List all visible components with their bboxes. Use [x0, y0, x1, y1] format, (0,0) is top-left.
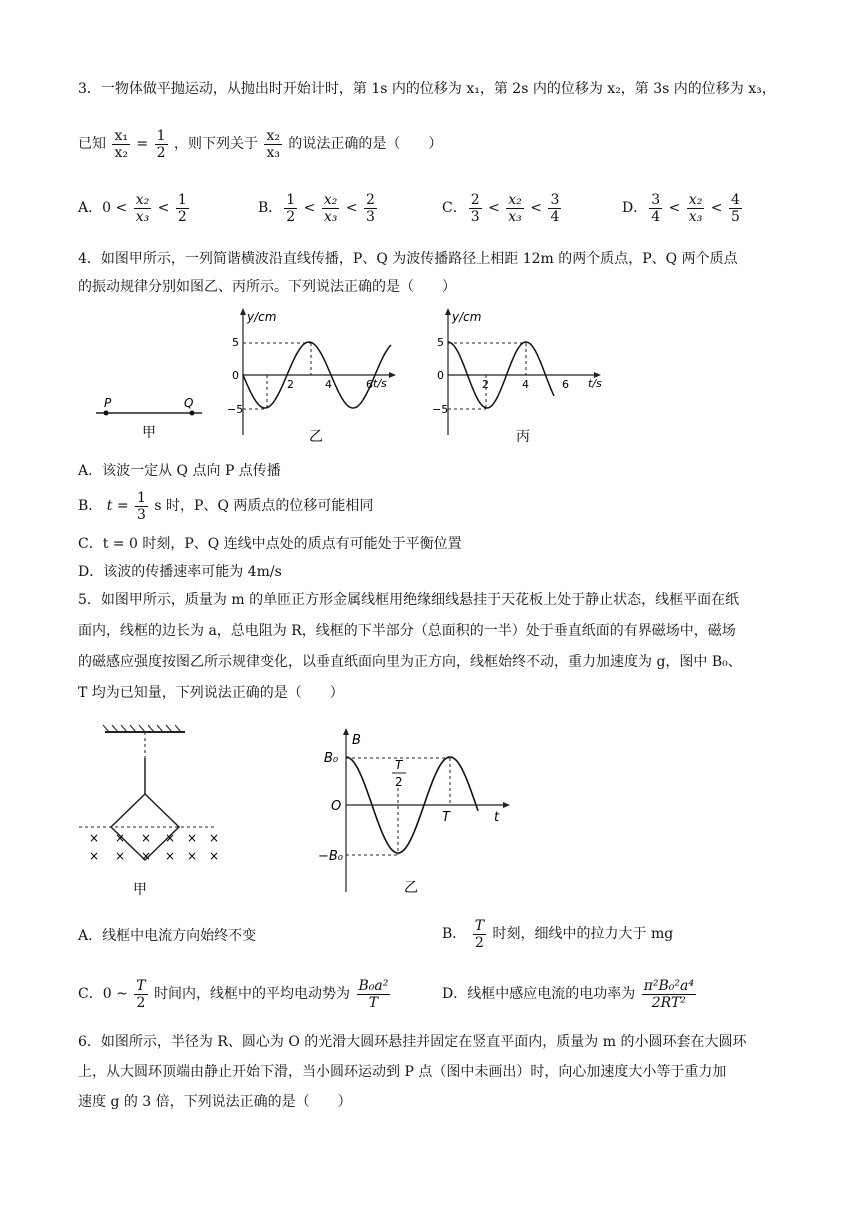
q5-option-c-label: C．0 ~ [78, 986, 128, 1002]
q4-bing-t-label: t/s [588, 377, 602, 390]
q4-stem-line-2: 的振动规律分别如图乙、丙所示。下列说法正确的是（ ） [78, 279, 456, 295]
q3-option-left-fraction [649, 192, 662, 225]
q3-option-b [258, 190, 379, 226]
q3-about-fraction [264, 128, 282, 161]
q5-option-d-fraction [642, 978, 696, 1011]
q5-stem-line-1: 5．如图甲所示，质量为 m 的单匝正方形金属线框用绝缘细线悬挂于天花板上处于静止状态，线框平面在纸 [78, 592, 740, 608]
q5-field-cross: × [187, 849, 198, 863]
q3-stem-line-2 [78, 126, 442, 162]
q4-figure-yi [225, 305, 415, 445]
q3-known-numerator: x₁ [114, 127, 128, 144]
q5-hatch-mark [121, 725, 127, 732]
q5-hatch-mark [175, 725, 181, 732]
q4-option-b-fraction [135, 490, 148, 523]
q3-option-right-fraction [548, 192, 561, 225]
q5-option-c-value-denominator: T [368, 994, 379, 1011]
q4-bing-tick-t4: 4 [522, 378, 529, 391]
q3-option-right-denominator: 2 [177, 208, 187, 225]
q5-option-b-text: 时刻，细线中的拉力大于 mg [492, 926, 674, 942]
q3-option-c [442, 190, 563, 226]
q4-bing-tick-t6: 6 [562, 378, 569, 391]
q3-option-right-fraction [364, 192, 377, 225]
q3-option-right-fraction [176, 192, 189, 225]
q5-field-cross: × [165, 831, 176, 845]
q3-option-mid-fraction [322, 192, 340, 225]
q5-jia-field-crosses [89, 831, 219, 863]
q3-option-left-fraction [469, 192, 482, 225]
q3-known-value-denominator: 2 [156, 144, 166, 161]
q4-bing-y-arrow [445, 308, 451, 315]
q3-option-right-numerator: 3 [550, 191, 560, 208]
q5-hatch-mark [139, 725, 145, 732]
q3-option-left-numerator: 2 [470, 191, 480, 208]
q3-option-lt: < [530, 200, 542, 216]
q4-yi-tick-t6: 6 [366, 378, 373, 391]
q5-option-b [442, 916, 673, 952]
q3-known-fraction [112, 128, 130, 161]
q3-option-lt: < [488, 200, 500, 216]
q3-option-d [622, 190, 744, 226]
q3-option-mid-numerator: x₂ [323, 191, 338, 208]
q3-option-left-numerator: 1 [286, 191, 296, 208]
q5-stem-line-3: 的磁感应强度按图乙所示规律变化，以垂直纸面向里为正方向，线框始终不动，重力加速度为 g，图中 B₀、 [78, 654, 742, 670]
q4-jia-caption: 甲 [142, 425, 156, 441]
q4-yi-t-arrow [389, 372, 396, 378]
q5-option-b-denominator: 2 [474, 934, 484, 951]
q3-option-right-denominator: 3 [366, 208, 375, 225]
q4-bing-y-label: y/cm [452, 310, 482, 324]
q3-option-mid-numerator: x₂ [135, 191, 150, 208]
q5-option-d [442, 976, 698, 1012]
q3-option-left-denominator: 2 [286, 208, 296, 225]
q4-jia-label-q: Q [184, 396, 194, 410]
q3-option-mid-denominator: x₃ [508, 208, 522, 225]
q5-field-cross: × [141, 849, 152, 863]
q5-field-cross: × [209, 849, 220, 863]
q3-option-lt: < [115, 200, 128, 216]
q5-hatch-mark [166, 725, 172, 732]
q5-yi-t-tick: T [442, 810, 450, 825]
q5-option-d-numerator: π²B₀²a⁴ [643, 977, 694, 994]
q5-field-cross: × [165, 849, 176, 863]
q4-yi-tick-t2: 2 [287, 378, 294, 391]
q4-bing-caption: 丙 [516, 429, 530, 445]
q3-option-mid-denominator: x₃ [323, 208, 338, 225]
q3-about-denominator: x₃ [266, 144, 280, 161]
q5-option-a: A．线框中电流方向始终不变 [78, 928, 257, 944]
q5-option-c [78, 976, 392, 1012]
q3-option-lt: < [303, 200, 316, 216]
q4-yi-tick-neg5: −5 [227, 403, 244, 416]
q3-option-lt: < [157, 200, 170, 216]
q3-option-left-denominator: 4 [651, 208, 661, 225]
q5-yi-origin: O [331, 799, 342, 814]
q4-bing-tick-neg5: −5 [432, 403, 449, 416]
q3-option-right-denominator: 4 [550, 208, 560, 225]
q5-field-cross: × [141, 831, 152, 845]
q3-known-equals: = [136, 136, 149, 152]
q4-yi-y-arrow [240, 308, 246, 315]
q5-yi-half-t-den: 2 [395, 775, 403, 789]
q3-option-mid-denominator: x₃ [135, 208, 150, 225]
q5-yi-b-arrow [343, 728, 349, 735]
q3-option-lt: < [710, 200, 723, 216]
q3-option-left-denominator: 3 [470, 208, 480, 225]
q5-option-b-label: B． [442, 926, 467, 942]
q3-option-right-numerator: 2 [366, 191, 375, 208]
q3-option-label: D． [622, 200, 648, 216]
q3-option-lt: < [345, 200, 358, 216]
q3-stem-line-1: 3．一物体做平抛运动，从抛出时开始计时，第 1s 内的位移为 x₁，第 2s 内的位移为 x₂，第 3s 内的位移为 x₃， [78, 81, 776, 97]
q4-yi-y-label: y/cm [247, 310, 277, 324]
q3-about-numerator: x₂ [266, 127, 280, 144]
q5-hatch-mark [103, 725, 109, 732]
q3-option-a [78, 190, 191, 226]
q4-option-b-numerator: 1 [137, 489, 146, 506]
q5-jia-caption: 甲 [133, 882, 147, 898]
q4-option-b-denominator: 3 [137, 506, 146, 523]
q5-option-d-denominator: 2RT² [651, 994, 686, 1011]
q5-yi-half-t-num: T [395, 758, 403, 772]
q5-yi-caption: 乙 [404, 880, 418, 896]
q5-hatch-mark [148, 725, 154, 732]
q4-option-b-t: t = [106, 498, 129, 514]
q4-yi-tick-t4: 4 [325, 378, 332, 391]
q3-known-denominator: x₂ [114, 144, 128, 161]
q5-option-d-text: D．线框中感应电流的电功率为 [442, 986, 636, 1002]
q3-option-left-numerator: 3 [651, 191, 661, 208]
q6-stem-line-2: 上，从大圆环顶端由静止开始下滑，当小圆环运动到 P 点（图中未画出）时，向心加速度大小等于重力加 [78, 1064, 727, 1080]
q5-yi-t-label: t [494, 810, 500, 825]
q4-figure-bing [430, 305, 620, 445]
q4-jia-label-p: P [104, 396, 112, 410]
q5-hatch-mark [157, 725, 163, 732]
q3-option-mid-denominator: x₃ [688, 208, 703, 225]
q3-option-mid-fraction [506, 192, 524, 225]
q3-option-lt: < [668, 200, 681, 216]
q3-known-value-fraction [155, 128, 168, 161]
q3-option-label: B． [258, 200, 283, 216]
q5-hatch-mark [112, 725, 118, 732]
q3-option-label: A． [78, 200, 103, 216]
q4-yi-tick-5: 5 [232, 336, 239, 349]
q3-known-value-numerator: 1 [156, 127, 166, 144]
q3-option-left-value: 0 [102, 200, 112, 216]
q4-option-b-text: s 时，P、Q 两质点的位移可能相同 [154, 498, 374, 514]
q5-option-c-fraction [134, 978, 147, 1011]
q5-yi-t-arrow [503, 802, 510, 808]
q5-yi-b0-label: B₀ [324, 751, 339, 766]
q4-bing-tick-t2: 2 [482, 378, 489, 391]
q3-option-mid-fraction [687, 192, 705, 225]
q3-option-right-denominator: 5 [730, 208, 740, 225]
q5-field-cross: × [89, 831, 100, 845]
q4-yi-t-label: t/s [373, 377, 387, 390]
q5-field-cross: × [89, 849, 100, 863]
q5-stem-line-4: T 均为已知量，下列说法正确的是（ ） [78, 685, 344, 701]
q4-yi-tick-0: 0 [232, 369, 239, 382]
q5-yi-neg-b0-label: −B₀ [318, 849, 344, 864]
q4-jia-point-q [190, 411, 195, 416]
q4-yi-caption: 乙 [309, 429, 323, 445]
q5-hatch-mark [130, 725, 136, 732]
q5-figure-jia [75, 722, 225, 902]
q4-option-b [78, 488, 373, 524]
q5-stem-line-2: 面内，线框的边长为 a，总电阻为 R，线框的下半部分（总面积的一半）处于垂直纸面的有界磁场中，磁场 [78, 623, 736, 639]
q5-jia-ceiling-hatch [103, 725, 181, 732]
q4-bing-tick-5: 5 [437, 336, 444, 349]
q3-option-mid-numerator: x₂ [508, 191, 522, 208]
q3-stem-suffix: 的说法正确的是（ ） [288, 136, 443, 152]
q3-stem-about-prefix: ，则下列关于 [173, 136, 258, 152]
q5-option-c-value-fraction [357, 978, 391, 1011]
q5-option-c-denominator: 2 [136, 994, 146, 1011]
q4-option-c: C．t = 0 时刻，P、Q 连线中点处的质点有可能处于平衡位置 [78, 536, 462, 552]
q3-option-right-fraction [729, 192, 742, 225]
q5-option-c-value-numerator: B₀a² [358, 977, 389, 994]
q6-stem-line-3: 速度 g 的 3 倍，下列说法正确的是（ ） [78, 1094, 352, 1110]
q5-option-c-numerator: T [136, 977, 146, 994]
q5-option-b-numerator: T [474, 917, 485, 934]
q5-option-b-fraction [473, 918, 486, 951]
q4-stem-line-1: 4．如图甲所示，一列简谐横波沿直线传播，P、Q 为波传播路径上相距 12m 的两个质点，P、Q 两个质点 [78, 251, 738, 267]
q5-option-c-text: 时间内，线框中的平均电动势为 [154, 986, 351, 1002]
q6-stem-line-1: 6．如图所示，半径为 R、圆心为 O 的光滑大圆环悬挂并固定在竖直平面内，质量为 m 的小圆环套在大圆环 [78, 1034, 747, 1050]
q3-option-left-fraction [284, 192, 297, 225]
q3-option-right-numerator: 4 [730, 191, 740, 208]
q3-stem-known-prefix: 已知 [78, 136, 106, 152]
q4-option-b-label: B． [78, 498, 103, 514]
q5-yi-b-label: B [352, 733, 361, 748]
q4-figure-jia [90, 305, 210, 445]
q3-option-mid-numerator: x₂ [688, 191, 703, 208]
q5-field-cross: × [187, 831, 198, 845]
q4-option-a: A．该波一定从 Q 点向 P 点传播 [78, 463, 281, 479]
q3-option-mid-fraction [134, 192, 152, 225]
q3-option-right-numerator: 1 [177, 191, 187, 208]
q3-option-label: C． [442, 200, 467, 216]
q4-jia-point-p [104, 411, 109, 416]
q5-field-cross: × [115, 849, 126, 863]
q4-bing-tick-0: 0 [437, 369, 444, 382]
q5-field-cross: × [115, 831, 126, 845]
q5-figure-yi [318, 722, 518, 902]
q5-field-cross: × [209, 831, 220, 845]
q4-option-d: D．该波的传播速率可能为 4m/s [78, 564, 282, 580]
